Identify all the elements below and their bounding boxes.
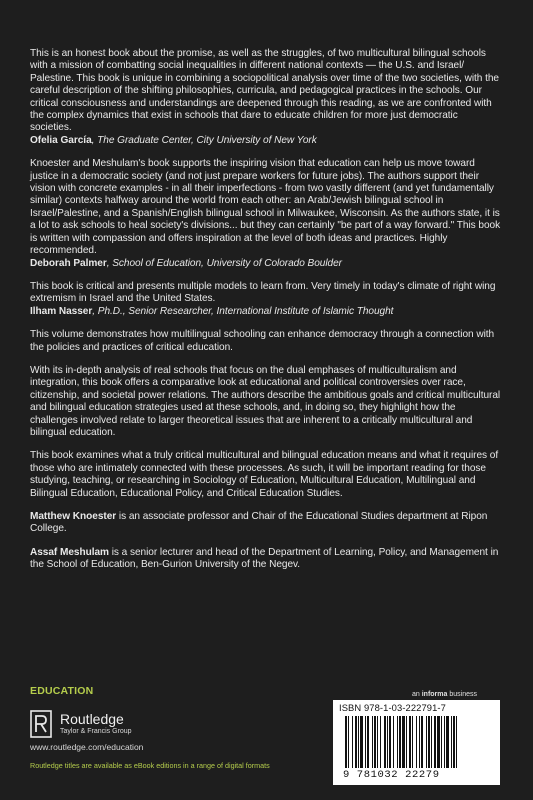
- publisher-group: Taylor & Francis Group: [60, 728, 132, 735]
- barcode-bar: [409, 716, 411, 768]
- endorsement-attribution: [30, 258, 502, 270]
- author-bio-2: [30, 547, 502, 572]
- informa-prefix: an: [412, 691, 422, 698]
- author-name: Assaf Meshulam: [30, 546, 109, 558]
- barcode-icon: [339, 716, 494, 768]
- barcode-digits: 9 781032 22279: [343, 769, 440, 781]
- endorsement-text: This is an honest book about the promise, as well as the struggles, of two multicultural bilingual schools with a mission of combatting social inequalities in different national contexts — the U.S. and Israel/ Palestine. This book is unique in combining a sociopolitical analysis over time of the two societies, with the careful description of the shifting philosophies, curricula, and pedagogical practices in the schools. Our critical consciousness and understandings are deepened through this reading, as we are confronted with the complex dynamics that exist in schools that dare to educate children for more just democratic societies.: [30, 48, 499, 134]
- barcode-bar: [431, 716, 432, 768]
- barcode-bar: [352, 716, 353, 768]
- endorsement-3: [30, 281, 502, 318]
- barcode-bar: [412, 716, 413, 768]
- subject-category: EDUCATION: [30, 685, 94, 697]
- description-paragraph-2: [30, 365, 502, 439]
- author-bio: is a senior lecturer and head of the Department of Learning, Policy, and Management in the School of Education, Ben-Gurion University of the Negev.: [30, 546, 499, 571]
- endorsement-text: This book is critical and presents multiple models to learn from. Very timely in today's climate of right wing extremism in Israel and the United States.: [30, 280, 496, 305]
- description-paragraph-3: [30, 450, 502, 500]
- endorser-name: Ilham Nasser: [30, 305, 93, 317]
- isbn-label: ISBN 978-1-03-222791-7: [339, 702, 446, 713]
- author-bio-1: [30, 511, 502, 536]
- endorser-name: Ofelia García: [30, 134, 92, 146]
- barcode-bar: [358, 716, 359, 768]
- barcode-bar: [399, 716, 401, 768]
- endorsement-attribution: [30, 135, 502, 147]
- barcode-bar: [406, 716, 407, 768]
- barcode-bar: [374, 716, 376, 768]
- author-bio: is an associate professor and Chair of the Educational Studies department at Ripon College.: [30, 511, 488, 535]
- barcode-bar: [345, 716, 347, 768]
- description-text: This volume demonstrates how multilingual schooling can enhance democracy through a connection with the policies and practices of critical education.: [30, 329, 495, 353]
- barcode-bar: [416, 716, 417, 768]
- author-bio-text: [30, 511, 502, 536]
- author-name: Matthew Knoester: [30, 511, 117, 522]
- barcode-bar: [348, 716, 349, 768]
- barcode-bar: [365, 716, 366, 768]
- barcode-bar: [421, 716, 423, 768]
- endorser-name: Deborah Palmer: [30, 257, 107, 269]
- barcode-bar: [360, 716, 363, 768]
- barcode-bar: [426, 716, 427, 768]
- publisher-logo: [30, 710, 230, 740]
- barcode-bar: [444, 716, 445, 768]
- publisher-name: Routledge: [60, 711, 124, 727]
- barcode-bar: [397, 716, 398, 768]
- endorser-affiliation: , School of Education, University of Colorado Boulder: [106, 257, 342, 269]
- description-text: With its in-depth analysis of real schools that focus on the dual emphases of multiculturalism and integration, this book offers a comparative look at educational and political controversies over race, citizenship, and societal power relations. The authors describe the ambitious goals and critical multicultural and bilingual education strategies used at these schools, and, in doing so, they highlight how the challenges involved relate to larger theoretical issues that are inherent to a critically multicultural and bilingual education.: [30, 364, 501, 438]
- endorsement-2: [30, 158, 502, 270]
- informa-suffix: business: [447, 691, 477, 698]
- endorsement-1: [30, 48, 502, 147]
- barcode-bar: [384, 716, 386, 768]
- barcode-bar: [456, 716, 457, 768]
- barcode-bar: [428, 716, 430, 768]
- endorsement-attribution: [30, 306, 502, 318]
- informa-brand: informa: [421, 691, 448, 698]
- barcode-bar: [367, 716, 369, 768]
- barcode-bar: [441, 716, 442, 768]
- barcode-bar: [451, 716, 452, 768]
- routledge-logo-icon: [30, 710, 52, 738]
- endorser-affiliation: , Ph.D., Senior Researcher, International Institute of Islamic Thought: [92, 305, 394, 317]
- publisher-url[interactable]: www.routledge.com/education: [30, 742, 144, 752]
- barcode-bar: [393, 716, 394, 768]
- informa-business-tag: [412, 691, 477, 698]
- description-text: This book examines what a truly critical multicultural and bilingual education means and what it requires of those who are intimately connected with these processes. As such, it will be important reading for those studying, teaching, or researching in Sociology of Education, Multicultural Education, Multilingual and Bilingual Education, Educational Policy, and Critical Education Studies.: [30, 450, 499, 499]
- ebook-note: Routledge titles are available as eBook editions in a range of digital formats: [30, 761, 270, 770]
- barcode-bar: [453, 716, 455, 768]
- description-paragraph-1: [30, 329, 502, 354]
- barcode-bar: [372, 716, 373, 768]
- barcode-bar: [402, 716, 405, 768]
- barcode-bar: [380, 716, 381, 768]
- barcode-bar: [387, 716, 388, 768]
- author-bio-text: [30, 547, 502, 572]
- endorser-affiliation: , The Graduate Center, City University of New York: [91, 134, 317, 146]
- barcode-bar: [419, 716, 420, 768]
- endorsement-text: Knoester and Meshulam's book supports the inspiring vision that education can help us move toward justice in a democratic society (and not just prepare workers for future jobs). The authors support their vision with concrete examples - in all their imperfections - from two vastly different (and yet fundamentally similar) contexts halfway around the world from each other: an Arab/Jewish bilingual school in Israel/Palestine, and a Spanish/English bilingual school in Milwaukee, Wisconsin. As the authors state, it is a lot to ask schools to heal society's divisions... but they can certainly "be part of a way forward." This book is written with compassion and offers inspiration at the level of both ideas and practices. Highly recommended.: [30, 158, 501, 257]
- barcode-bar: [437, 716, 440, 768]
- barcode-bar: [434, 716, 436, 768]
- back-cover-text: [30, 48, 502, 583]
- barcode-bar: [389, 716, 391, 768]
- barcode-bar: [446, 716, 449, 768]
- barcode-bar: [377, 716, 378, 768]
- barcode-bar: [355, 716, 357, 768]
